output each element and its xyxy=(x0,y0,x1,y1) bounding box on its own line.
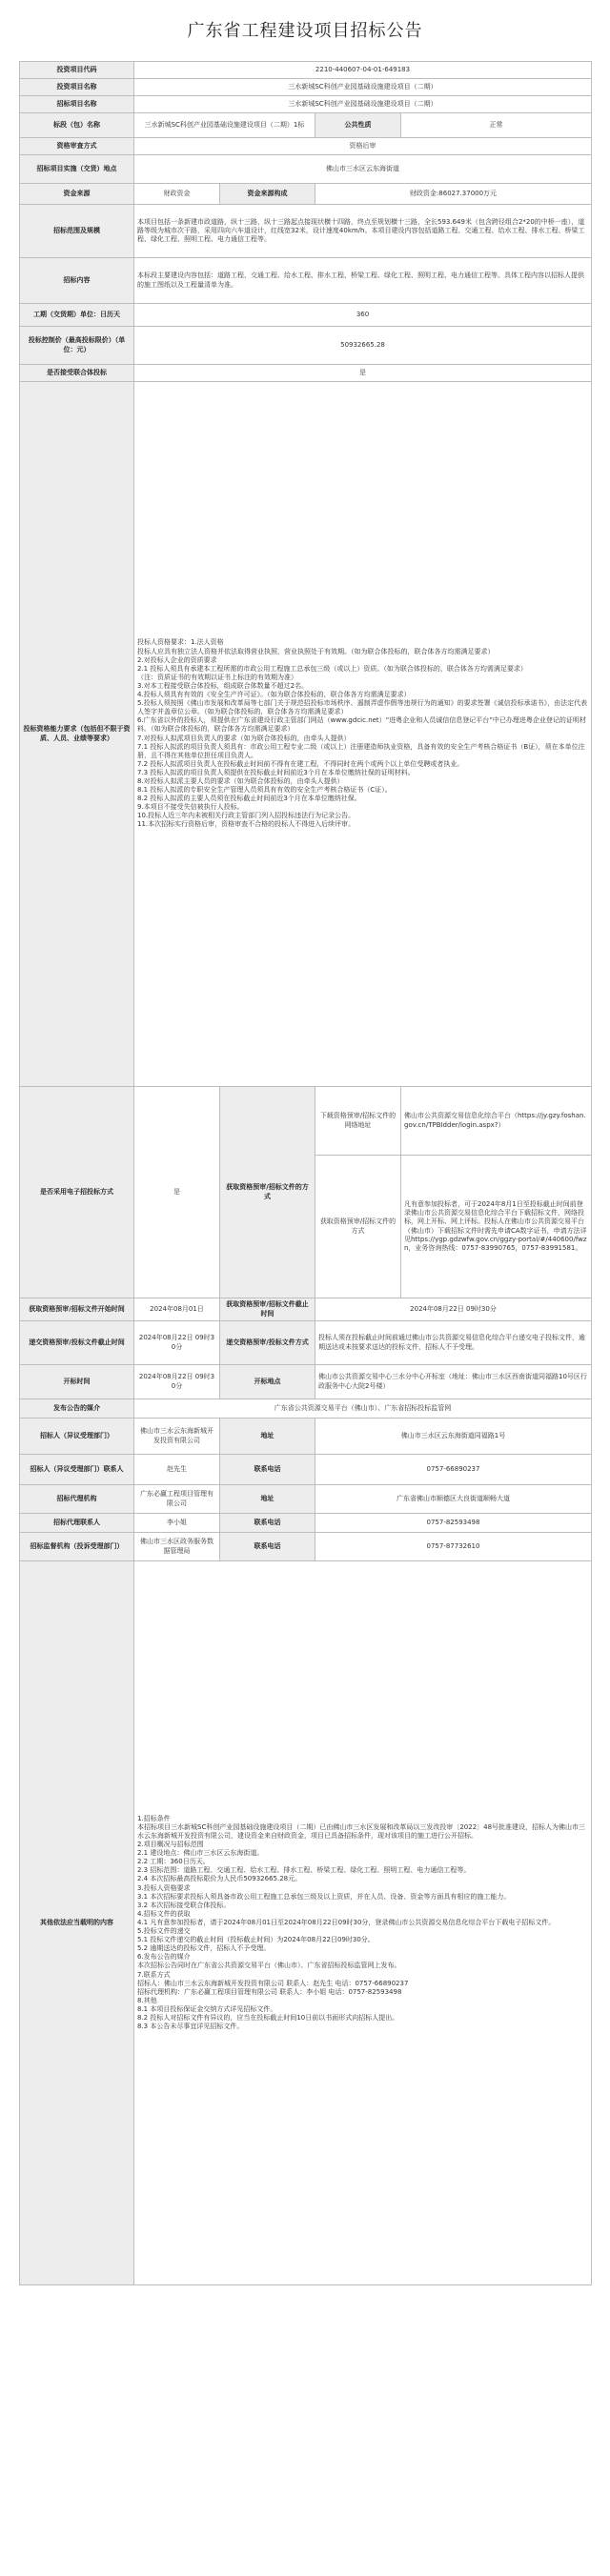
bidder-requirements-label: 投标资格能力要求（包括但不限于资质、人员、业绩等要求） xyxy=(20,382,134,1087)
public-works-value: 正常 xyxy=(401,113,592,138)
row-funding xyxy=(20,184,592,205)
other-value: 1.招标条件 本招标项目三水新城SC科创产业园基础设施建设项目（二期）已由佛山市三水区发展和改革局以三发改投审〔2022〕48号批准建设，招标人为佛山市三水云东海新城开发投资有限公司，建设资金来自财政资金，项目已具备招标条件，现对该项目的施工进行公开招标。 2.项目概况与招标范围 2.1 建设地点：佛山市三水区云东海街道。 2.2 工期：360日历天。 2.3 招标范围：道路工程、交通工程、给水工程、排水工程、桥梁工程、绿化工程、照明工程、电力通信工程等。 2.4 本次招标最高投标限价为人民币50932665.28元。 3.投标人资格要求 3.1 本次招标要求投标人须具备市政公用工程施工总承包三级及以上资质，并在人员、设备、资金等方面具有相应的施工能力。 3.2 本次招标接受联合体投标。 4.招标文件的获取 4.1 凡有意参加投标者，请于2024年08月01日至2024年08月22日09时30分，登录佛山市公共资源交易信息化综合平台下载电子招标文件。 5.投标文件的递交 5.1 投标文件递交的截止时间（投标截止时间）为2024年08月22日09时30分。 5.2 逾期送达的投标文件，招标人不予受理。 6.发布公告的媒介 本次招标公告同时在广东省公共资源交易平台（佛山市）、广东省招标投标监管网上发布。 7.联系方式 招标人：佛山市三水云东海新城开发投资有限公司 联系人：赵先生 电话：0757-66890237 招标代理机构：广东必赢工程项目管理有限公司 联系人：李小姐 电话：0757-82593498 8.其他 8.1 本项目投标保证金交纳方式详见招标文件。 8.2 投标人对招标文件有异议的，应当在投标截止时间10日前以书面形式向招标人提出。 8.3 本公告未尽事宜详见招标文件。 xyxy=(134,1561,592,2285)
funding-value: 财政资金 xyxy=(134,184,220,205)
duration-label: 工期（交货期）单位：日历天 xyxy=(20,304,134,327)
row-project-code xyxy=(20,62,592,79)
site-value: 佛山市三水区云东海街道 xyxy=(134,155,592,184)
joint-bid-label: 是否接受联合体投标 xyxy=(20,365,134,382)
doc-method-value: 凡有意参加投标者，可于2024年8月1日至投标截止时间前登录佛山市公共资源交易信息化综合平台下载招标文件，网络投标，网上开标、网上评标。投标人在佛山市公共资源交易平台（佛山市）下载招标文件时需先申请CA数字证书，申请方法详见https://ygp.gdzwfw.gov.cn/ggzy-portal/#/440600/fwzn，业务咨询热线：0757-83990765，0757-83991581。 xyxy=(401,1156,592,1298)
e-bid-value: 是 xyxy=(134,1087,220,1298)
joint-bid-value: 是 xyxy=(134,365,592,382)
submit-deadline-label: 递交资格预审/投标文件截止时间 xyxy=(20,1321,134,1365)
row-site xyxy=(20,155,592,184)
doc-url-value[interactable]: 佛山市公共资源交易信息化综合平台（https://jy.gzy.foshan.gov.cn/TPBIdder/login.aspx?） xyxy=(401,1087,592,1156)
max-price-label: 投标控制价（最高投标限价）（单位：元） xyxy=(20,327,134,365)
row-supervisor xyxy=(20,1533,592,1561)
doc-url-label: 下载资格预审/招标文件的网络地址 xyxy=(315,1087,401,1156)
tenderer-contact-label: 招标人（异议受理部门）联系人 xyxy=(20,1455,134,1485)
tenderer-phone-value: 0757-66890237 xyxy=(315,1455,592,1485)
row-tenderer xyxy=(20,1419,592,1455)
open-time-label: 开标时间 xyxy=(20,1365,134,1399)
publish-media-value: 广东省公共资源交易平台（佛山市）、广东省招标投标监管网 xyxy=(134,1399,592,1419)
fund-amount-value: 财政资金:86027.37000万元 xyxy=(315,184,592,205)
row-section-name xyxy=(20,113,592,138)
agent-contact-value: 李小姐 xyxy=(134,1514,220,1533)
row-duration xyxy=(20,304,592,327)
project-code-value: 2210-440607-04-01-649183 xyxy=(134,62,592,79)
bid-scope-label: 招标范围及规模 xyxy=(20,205,134,258)
open-place-value: 佛山市公共资源交易中心三水分中心开标室（地址：佛山市三水区西南街道同福路10号区行政服务中心大院2号楼） xyxy=(315,1365,592,1399)
tenderer-value: 佛山市三水云东海新城开发投资有限公司 xyxy=(134,1419,220,1455)
agent-value: 广东必赢工程项目管理有限公司 xyxy=(134,1485,220,1514)
publish-media-label: 发布公告的媒介 xyxy=(20,1399,134,1419)
row-open xyxy=(20,1365,592,1399)
project-name-label: 投资项目名称 xyxy=(20,79,134,96)
row-media xyxy=(20,1399,592,1419)
doc-method-sublabel: 获取资格预审/招标文件的方式 xyxy=(315,1156,401,1298)
doc-method-label: 获取资格预审/招标文件的方式 xyxy=(220,1087,315,1298)
tenderer-label: 招标人（异议受理部门） xyxy=(20,1419,134,1455)
doc-start-label: 获取资格预审/招标文件开始时间 xyxy=(20,1298,134,1321)
bid-content-value: 本标段主要建设内容包括：道路工程、交通工程、给水工程、排水工程、桥梁工程、绿化工程、照明工程、电力通信工程等。具体工程内容以招标人提供的施工图纸以及工程量清单为准。 xyxy=(134,258,592,304)
site-label: 招标项目实施（交货）地点 xyxy=(20,155,134,184)
row-other xyxy=(20,1561,592,2285)
submit-deadline-value: 2024年08月22日 09时30分 xyxy=(134,1321,220,1365)
agent-contact-label: 招标代理联系人 xyxy=(20,1514,134,1533)
doc-end-label: 获取资格预审/招标文件截止时间 xyxy=(220,1298,315,1321)
agent-phone-label: 联系电话 xyxy=(220,1514,315,1533)
duration-value: 360 xyxy=(134,304,592,327)
page-title: 广东省工程建设项目招标公告 xyxy=(187,21,423,41)
row-e-bid-top xyxy=(20,1087,592,1156)
row-qualification xyxy=(20,138,592,155)
section-name-label: 标段（包）名称 xyxy=(20,113,134,138)
doc-end-value: 2024年08月22日 09时30分 xyxy=(315,1298,592,1321)
row-doc-time xyxy=(20,1298,592,1321)
project-name-value: 三水新城SC科创产业园基础设施建设项目（二期） xyxy=(134,79,592,96)
open-place-label: 开标地点 xyxy=(220,1365,315,1399)
doc-start-value: 2024年08月01日 xyxy=(134,1298,220,1321)
public-works-label: 公共性质 xyxy=(315,113,401,138)
supervisor-phone-label: 联系电话 xyxy=(220,1533,315,1561)
row-tenderer-contact xyxy=(20,1455,592,1485)
tender-project-name-value: 三水新城SC科创产业园基础设施建设项目（二期） xyxy=(134,96,592,113)
bid-content-label: 招标内容 xyxy=(20,258,134,304)
project-code-label: 投资项目代码 xyxy=(20,62,134,79)
e-bid-label: 是否采用电子招投标方式 xyxy=(20,1087,134,1298)
qualification-value: 资格后审 xyxy=(134,138,592,155)
row-max-price xyxy=(20,327,592,365)
supervisor-value: 佛山市三水区政务服务数据管理局 xyxy=(134,1533,220,1561)
tenderer-phone-label: 联系电话 xyxy=(220,1455,315,1485)
row-bid-content xyxy=(20,258,592,304)
supervisor-label: 招标监督机构（投诉受理部门） xyxy=(20,1533,134,1561)
row-agent-contact xyxy=(20,1514,592,1533)
submit-method-label: 递交资格预审/投标文件方式 xyxy=(220,1321,315,1365)
tender-info-table xyxy=(19,61,592,2285)
row-bid-scope xyxy=(20,205,592,258)
agent-phone-value: 0757-82593498 xyxy=(315,1514,592,1533)
row-joint-bid xyxy=(20,365,592,382)
bid-scope-value: 本项目包括一条新建市政道路，纵十三路，纵十三路起点接现状横十四路，终点至规划横十三路，全长593.649米（包含跨径组合2*20的中桥一座），道路等级为城市次干路，采用四向六车道设计，红线宽32米，设计速度40km/h。本项目建设内容包括道路工程、交通工程、给水工程、排水工程、桥梁工程、绿化工程、照明工程、电力通信工程等。 xyxy=(134,205,592,258)
qualification-label: 资格审查方式 xyxy=(20,138,134,155)
agent-address-label: 地址 xyxy=(220,1485,315,1514)
fund-type-label: 资金来源构成 xyxy=(220,184,315,205)
open-time-value: 2024年08月22日 09时30分 xyxy=(134,1365,220,1399)
tenderer-address-value: 佛山市三水区云东海街道同福路1号 xyxy=(315,1419,592,1455)
tender-project-name-label: 招标项目名称 xyxy=(20,96,134,113)
section-name-value: 三水新城SC科创产业园基础设施建设项目（二期）1标 xyxy=(134,113,315,138)
row-project-name xyxy=(20,79,592,96)
row-agent xyxy=(20,1485,592,1514)
tenderer-contact-value: 赵先生 xyxy=(134,1455,220,1485)
agent-label: 招标代理机构 xyxy=(20,1485,134,1514)
row-tender-project-name xyxy=(20,96,592,113)
funding-label: 资金来源 xyxy=(20,184,134,205)
other-label: 其他依法应当载明的内容 xyxy=(20,1561,134,2285)
max-price-value: 50932665.28 xyxy=(134,327,592,365)
submit-method-value: 投标人须在投标截止时间前通过佛山市公共资源交易信息化综合平台递交电子投标文件，逾期送达或未按要求送达的投标文件，招标人不予受理。 xyxy=(315,1321,592,1365)
supervisor-phone-value: 0757-87732610 xyxy=(315,1533,592,1561)
bidder-requirements-value: 投标人资格要求：1.法人资格 投标人应具有独立法人资格并依法取得营业执照，营业执照处于有效期。（如为联合体投标的，联合体各方均需满足要求） 2.对投标人企业的资质要求 2.1 投标人须具有承建本工程所需的市政公用工程施工总承包三级（或以上）资质。（如为联合体投标的，联合体各方均需满足要求） （注：资质证书的有效期以证书上标注的有效期为准） 3.对本工程接受联合体投标，组成联合体数量不超过2名。 4.投标人须具有有效的《安全生产许可证》。（如为联合体投标的，联合体各方均需满足要求） 5.投标人须按照《佛山市发展和改革局等七部门关于规范招投标市场秩序、遏制弄虚作假等违规行为的通知》的要求签署《诚信投标承诺书》，由法定代表人签字并盖章位公章。（如为联合体投标的，联合体各方均需满足要求） 6.广东省以外的投标人，须提供在广东省建设行政主管部门网站（www.gdcic.net）“进粤企业和人员诚信信息登记平台”中已办理进粤企业登记的证明材料。（如为联合体投标的，联合体各方均需满足要求） 7.对投标人拟派项目负责人的要求（如为联合体投标的，由牵头人提供） 7.1 投标人拟派的项目负责人须具有：市政公用工程专业二级（或以上）注册建造师执业资格，具备有效的安全生产考核合格证书（B证），须在本单位注册，且不得在其他单位担任项目负责人。 7.2 投标人拟派项目负责人在投标截止时间前不得有在建工程，不得同时在两个或两个以上单位受聘或者执业。 7.3 投标人拟派的项目负责人须提供在投标截止时间前近3个月在本单位缴纳社保的证明材料。 8.对投标人拟派主要人员的要求（如为联合体投标的，由牵头人提供） 8.1 投标人拟派的专职安全生产管理人员须具有有效的安全生产考核合格证书（C证）。 8.2 投标人拟派的主要人员须在投标截止时间前近3个月在本单位缴纳社保。 9.本项目不接受失信被执行人投标。 10.投标人近三年内未被相关行政主管部门列入招投标违法行为记录公告。 11.本次招标实行资格后审，资格审查不合格的投标人不得进入后续评审。 xyxy=(134,382,592,1087)
tenderer-address-label: 地址 xyxy=(220,1419,315,1455)
agent-address-value: 广东省佛山市顺德区大良街道顺畅大道 xyxy=(315,1485,592,1514)
row-submit xyxy=(20,1321,592,1365)
row-bidder-requirements xyxy=(20,382,592,1087)
